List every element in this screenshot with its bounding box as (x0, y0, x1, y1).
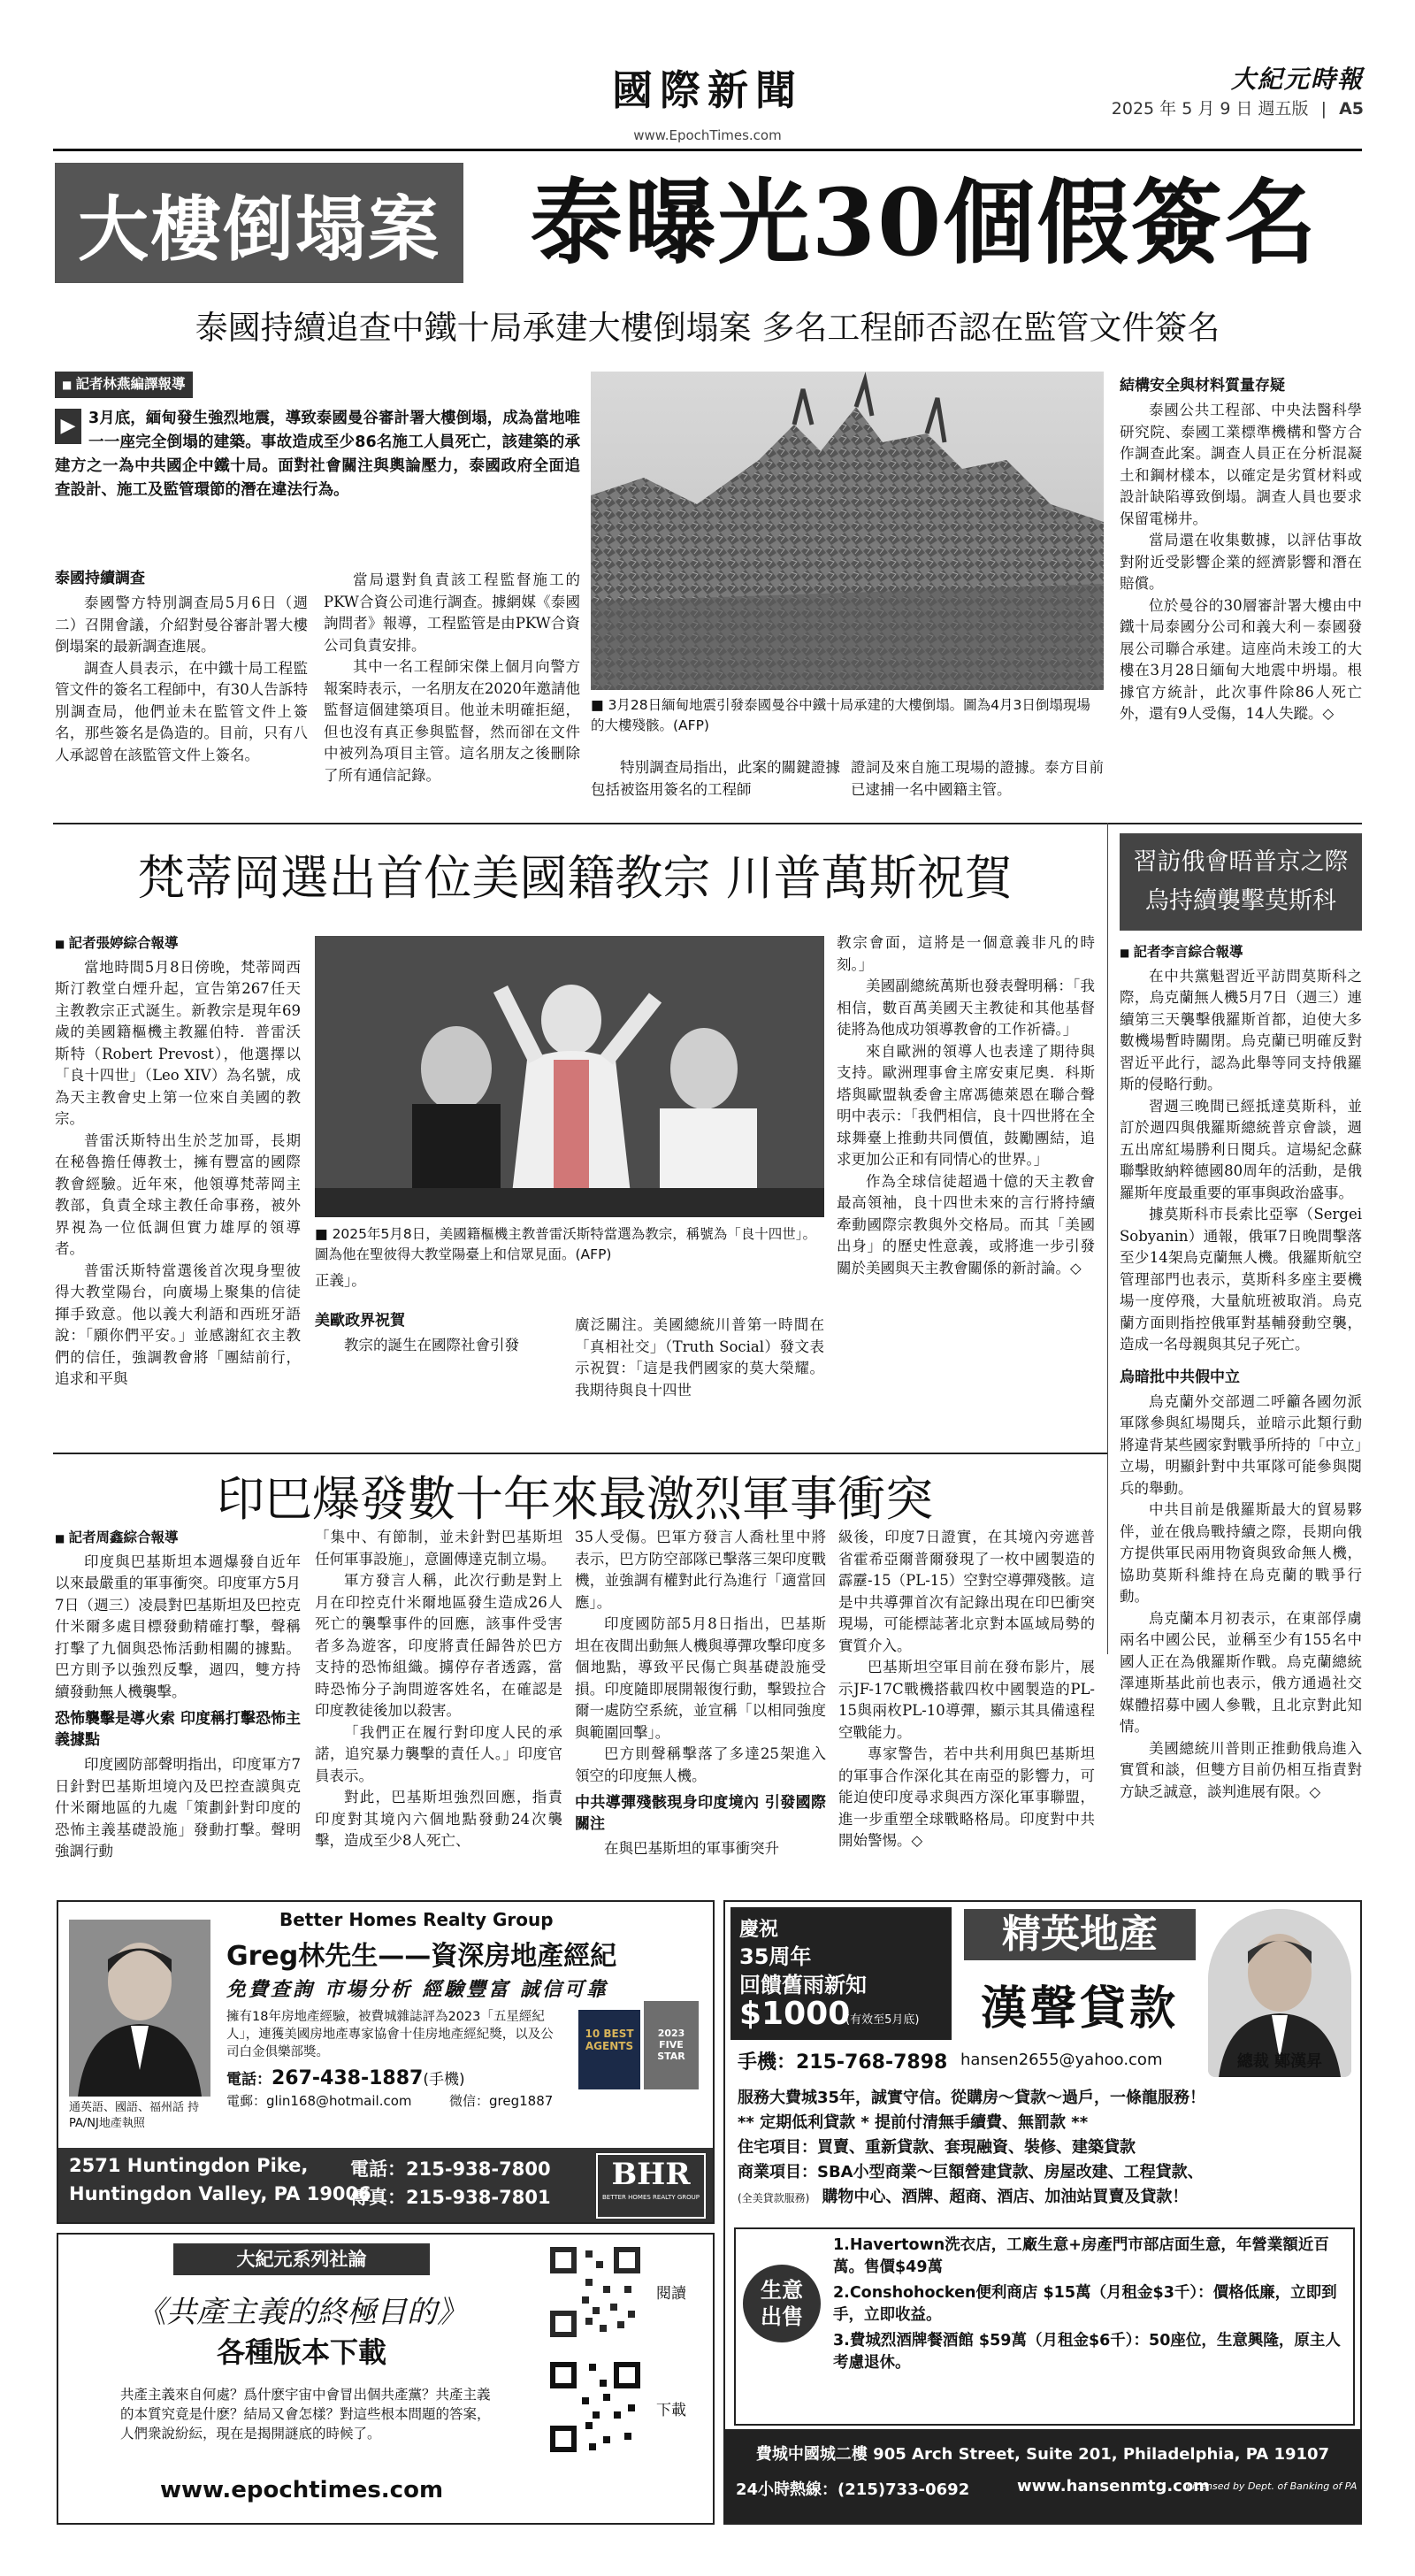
paragraph: 級後，印度7日證實，在其境內旁遮普省霍希亞爾普爾發現了一枚中國製造的霹靂-15（PL-15）空對空導彈殘骸。這是中共導彈首次有記錄出現在印巴衝突現場，可能標誌著北京對本區域局勢的實質介入。 (838, 1529, 1095, 1654)
service-line: 住宅項目：買賣、重新貸款、套現融資、裝修、建築貸款 (738, 2138, 1136, 2157)
paragraph: 「我們正在履行對印度人民的承諾，追究暴力襲擊的責任人。」印度官員表示。 (315, 1723, 562, 1784)
play-icon: ▶ (55, 409, 81, 444)
commercial-label: 商業項目： (738, 2163, 817, 2181)
promo-amount: $1000 (739, 1996, 851, 2032)
loan-services (738, 2086, 1351, 2211)
masthead: 大紀元時報 (1230, 65, 1364, 94)
header-url[interactable]: www.EpochTimes.com (633, 127, 782, 143)
header-rule (53, 149, 1362, 151)
paragraph: 專家警告，若中共利用與巴基斯坦的軍事合作深化其在南亞的影響力，可能迫使印度尋求與西方深化軍事聯盟，進一步重塑全球戰略格局。印度對中共開始警惕。◇ (838, 1745, 1095, 1849)
paragraph: 泰國警方特別調查局5月6日（週二）召開會議，介紹對曼谷審計署大樓倒塌案的最新調查進展。 (55, 594, 308, 655)
promo-line3: 回饋舊雨新知 (739, 1973, 867, 1997)
paragraph: 據莫斯科市長索比亞寧（Sergei Sobyanin）通報，俄軍7日晚間擊落至少14架烏克蘭無人機。俄羅斯航空管理部門也表示，莫斯科多座主要機場一度停飛，大量航班被取消。烏克蘭方面則指控俄軍對基輔發動空襲，造成一名母親與其兒子死亡。 (1120, 1206, 1362, 1353)
collapsed-building-photo (591, 372, 1104, 690)
paragraph: 教宗會面，這將是一個意義非凡的時刻。」 (837, 934, 1095, 973)
bhr-logo (596, 2153, 706, 2219)
story4-col3 (575, 1527, 826, 1881)
paragraph: 巴方則聲稱擊落了多達25架進入領空的印度無人機。 (575, 1745, 826, 1784)
paragraph: 正義」。 (315, 1272, 366, 1289)
greg-wechat: 微信：greg1887 (449, 2093, 554, 2109)
paragraph: 中共目前是俄羅斯最大的貿易夥伴，並在俄烏戰持續之際，長期向俄方提供軍民兩用物資與致命無人機，協助莫斯科維持在烏克蘭的戰爭行動。 (1120, 1501, 1362, 1605)
commercial-text: SBA小型商業～巨額營建貸款、房屋改建、工程貸款、 (817, 2163, 1204, 2181)
story1-subhead: 泰國持續追查中鐵十局承建大樓倒塌案 多名工程師否認在監管文件簽名 (195, 309, 1220, 347)
badge-five-star: 2023 FIVE STAR (644, 2001, 699, 2089)
phone-label: 電話： (226, 2071, 272, 2089)
sale-badge (743, 2265, 821, 2342)
paragraph: 普雷沃斯特當選後首次現身聖彼得大教堂陽台，向廣場上聚集的信徒揮手致意。他以義大利語和西班牙語說：「願你們平安。」並感謝紅衣主教們的信任，強調教會將「團結前行，追求和平與 (55, 1261, 301, 1387)
loan-phone[interactable]: 手機：215-768-7898 (738, 2051, 948, 2074)
editorial-title1: 《共產主義的終極目的》 (136, 2295, 467, 2330)
manager-photo (1208, 1909, 1351, 2077)
service-line (738, 2160, 1351, 2185)
editorial-title2: 各種版本下載 (216, 2335, 386, 2369)
paragraph: 特別調查局指出，此案的關鍵證據包括被盜用簽名的工程師 (591, 759, 840, 798)
paragraph: 在與巴基斯坦的軍事衝突升 (604, 1840, 779, 1857)
story2-caption: ■ 2025年5月8日，美國籍樞機主教普雷沃斯特當選為教宗，稱號為「良十四世」。圖為他在聖彼得大教堂陽臺上和信眾見面。(AFP) (315, 1226, 816, 1262)
paragraph: 軍方發言人稱，此次行動是對上月在印控克什米爾地區發生造成26人死亡的襲擊事件的回應，該事件受害者多為遊客，印度將責任歸咎於巴方支持的恐怖組織。擄停存者透露，當時恐怖分子詢問遊客姓名，在確認是印度教徒後加以殺害。 (315, 1572, 562, 1719)
promo-note: (有效至5月底) (845, 2013, 920, 2027)
greg-phone-row (226, 2066, 465, 2089)
greg-fax: 傳真：215-938-7801 (350, 2187, 551, 2208)
paragraph: 印度國防部5月8日指出，巴基斯坦在夜間出動無人機與導彈攻擊印度多個地點，導致平民傷亡與基礎設施受損。印度隨即展開報復行動，擊毀拉合爾一處防空系統，並宣稱「以相同強度與範圍回擊」。 (575, 1615, 826, 1741)
phone-note: (手機) (423, 2071, 465, 2089)
greg-langs: 通英語、國語、福州話 持PA/NJ地產執照 (69, 2101, 200, 2130)
agent-portrait (69, 1920, 210, 2097)
column-rule (1107, 823, 1108, 1654)
story4-byline: ■ 記者周鑫綜合報導 (55, 1527, 301, 1550)
greg-name: Greg林先生——資深房地產經紀 (226, 1941, 617, 1972)
story1-tag-text: 大樓倒塌案 (78, 188, 440, 271)
story4-col1 (55, 1527, 301, 1881)
divider (53, 823, 1362, 824)
epoch-editorial-ad[interactable] (57, 2233, 715, 2525)
story3-headline (1120, 833, 1362, 931)
story1-sub2: 結構安全與材料質量存疑 (1120, 377, 1285, 395)
paragraph: 「集中、有節制，並未針對巴基斯坦任何軍事設施」，意圖傳達克制立場。 (315, 1529, 562, 1568)
editorial-web[interactable]: www.epochtimes.com (159, 2477, 444, 2503)
paragraph: 印度與巴基斯坦本週爆發自近年以來最嚴重的軍事衝突。印度軍方5月7日（週三）凌晨對巴基斯坦及巴控克什米爾多處目標發動精確打擊，聲稱打擊了九個與恐怖活動相關的據點。巴方則予以強烈反擊，週四，雙方持續發動無人機襲擊。 (55, 1552, 301, 1700)
paragraph: 廣泛關注。美國總統川普第一時間在「真相社交」（Truth Social）發文表示祝賀：「這是我們國家的莫大榮耀。我期待與良十四世 (575, 1316, 824, 1399)
bhr-logo-sub: BETTER HOMES REALTY GROUP (601, 2194, 700, 2201)
story3-byline: ■ 記者李言綜合報導 (1120, 941, 1362, 964)
story1-sub1: 泰國持續調查 (55, 570, 145, 587)
story4-sub2: 中共導彈殘骸現身印度境內 引發國際關注 (575, 1794, 826, 1833)
story4-headline: 印巴爆發數十年來最激烈軍事衝突 (217, 1471, 933, 1527)
greg-company: Better Homes Realty Group (279, 1909, 554, 1930)
commercial-text2: 購物中心、酒牌、超商、酒店、加油站買賣及貸款！ (822, 2188, 1189, 2206)
story2-col2 (315, 1270, 568, 1463)
paragraph: 烏克蘭外交部週二呼籲各國勿派軍隊參與紅場閱兵，並暗示此類行動將違背某些國家對戰爭所持的「中立」立場，明顯針對中共軍隊可能參與閱兵的舉動。 (1120, 1392, 1362, 1497)
loan-web[interactable]: www.hansenmtg.com (1017, 2477, 1210, 2496)
story2-photo[interactable] (315, 936, 824, 1217)
story3-col (1120, 941, 1362, 1879)
story1-col1b (55, 563, 308, 812)
story1-headline: 泰曝光30個假簽名 (530, 168, 1319, 277)
sale-item: 3.費城烈酒牌餐酒館 $59萬（月租金$6千）：50座位，生意興隆，原主人考慮退休。 (833, 2332, 1341, 2372)
qr-code-icon (547, 2358, 644, 2456)
story4-col2 (315, 1527, 562, 1881)
loan-title2: 漢聲貸款 (980, 1982, 1179, 2036)
paragraph: 證詞及來自施工現場的證據。泰方目前已逮捕一名中國籍主管。 (851, 759, 1104, 798)
nationwide-note: (全美貸款服務) (738, 2192, 810, 2204)
loan-email[interactable]: hansen2655@yahoo.com (960, 2051, 1163, 2069)
paragraph: 作為全球信徒超過十億的天主教會最高領袖，良十四世未來的言行將持續牽動國際宗教與外交格局。而其「美國出身」的歷史性意義，或將進一步引發關於美國與天主教會關係的新討論。◇ (837, 1172, 1095, 1276)
paragraph: 教宗的誕生在國際社會引發 (344, 1336, 519, 1353)
service-line: ** 定期低利貸款 * 提前付清無手續費、無罰款 ** (738, 2113, 1089, 2132)
header-date (1112, 96, 1364, 119)
page-number: A5 (1339, 99, 1364, 119)
paragraph: 美國總統川普則正推動俄烏進入實質和談，但雙方目前仍相互指責對方缺乏誠意，談判進展有限。◇ (1120, 1739, 1362, 1800)
promo-banner (730, 1907, 952, 2040)
paragraph: 烏克蘭本月初表示，在東部俘虜兩名中國公民，並稱至少有155名中國人正在為俄羅斯作戰。烏克蘭總統澤連斯基此前也表示，俄方通過社交媒體招募中國人參戰，且北京對此知情。 (1120, 1609, 1362, 1735)
qr-read[interactable] (547, 2243, 644, 2341)
story1-col5 (1120, 375, 1362, 814)
separator: | (1320, 99, 1327, 119)
greg-address-bar (58, 2148, 713, 2222)
manager-name: 總裁 鄭漢昇 (1236, 2052, 1323, 2071)
story1-lede (55, 407, 580, 502)
greg-photo (69, 1920, 210, 2097)
read-label: 閱讀 (656, 2285, 686, 2303)
paragraph: 其中一名工程師宋傑上個月向警方報案時表示，一名朋友在2020年邀請他監督這個建築項目。他並未明確拒絕，但也沒有真正參與監督，然而卻在文件中被列為項目主管。這名朋友之後刪除了所有通信記錄。 (324, 658, 580, 784)
download-label: 下載 (656, 2402, 686, 2419)
paragraph: 35人受傷。巴軍方發言人喬杜里中將表示，巴方防空部隊已擊落三架印度戰機，並強調有權對此行為進行「適當回應」。 (575, 1529, 826, 1611)
loan-license: Licensed by Dept. of Banking of PA (1187, 2480, 1358, 2492)
story2-col3 (575, 1315, 824, 1463)
service-line: 服務大費城35年，誠實守信。從購房～貸款～過戶，一條龍服務！ (738, 2089, 1206, 2107)
story1-caption: ■ 3月28日緬甸地震引發泰國曼谷中鐵十局承建的大樓倒塌。圖為4月3日倒塌現場的大樓殘骸。(AFP) (591, 697, 1090, 733)
addr-line1: 2571 Huntingdon Pike, (69, 2155, 309, 2176)
sale-list (833, 2235, 1346, 2374)
paragraph: 在中共黨魁習近平訪問莫斯科之際，烏克蘭無人機5月7日（週三）連續第三天襲擊俄羅斯首都，迫使大多數機場暫時關閉。烏克蘭已明確反對習近平此行，認為此舉等同支持俄羅斯的侵略行動。 (1120, 967, 1362, 1092)
sale-box (734, 2227, 1355, 2426)
story2-sub1: 美歐政界祝賀 (315, 1311, 405, 1330)
story1-byline: ■ 記者林燕編譯報導 (55, 372, 193, 398)
story2-col4 (837, 932, 1095, 1463)
date-text: 2025 年 5 月 9 日 週五版 (1111, 99, 1309, 119)
story1-col4 (851, 757, 1104, 814)
pope-balcony-photo (315, 936, 824, 1217)
story4-col4 (838, 1527, 1095, 1881)
greg-tel[interactable]: 電話：215-938-7800 (350, 2158, 551, 2180)
story2-byline: ■ 記者張婷綜合報導 (55, 932, 301, 955)
story3-sub1: 烏暗批中共假中立 (1120, 1368, 1240, 1386)
greg-slogan: 免費查詢 市場分析 經驗豐富 誠信可靠 (226, 1978, 608, 2001)
greg-email[interactable]: 電郵：glin168@hotmail.com (226, 2093, 412, 2109)
promo-line1: 慶祝 (739, 1919, 779, 1941)
story1-photo[interactable] (591, 372, 1104, 690)
sale-item: 2.Conshohocken便利商店 $15萬（月租金$3千）：價格低廉，立即到手，立即收益。 (833, 2284, 1337, 2324)
service-line (738, 2185, 1351, 2211)
paragraph: 泰國公共工程部、中央法醫科學研究院、泰國工業標準機構和警方合作調查此案。調查人員正在分析混凝土和鋼材樣本，以確定是劣質材料或設計缺陷導致倒塌。調查人員也要求保留電梯井。 (1120, 402, 1362, 527)
greg-desc: 擁有18年房地產經驗，被費城雜誌評為2023「五星經紀人」，連獲美國房地產專家協會十佳房地產經紀獎，以及公司白金俱樂部獎。 (226, 2010, 554, 2059)
story2-headline: 梵蒂岡選出首位美國籍教宗 川普萬斯祝賀 (137, 850, 1013, 906)
paragraph: 來自歐洲的領導人也表達了期待與支持。歐洲理事會主席安東尼奧．科斯塔與歐盟執委會主席馮德萊恩在聯合聲明中表示：「我們相信，良十四世將在全球舞臺上推動共同價值，鼓勵團結，追求更加公正和有同情心的世界。」 (837, 1042, 1095, 1168)
paragraph: 當局還在收集數據，以評估事故對附近受影響企業的經濟影響和潛在賠償。 (1120, 532, 1362, 592)
paragraph: 當地時間5月8日傍晚，梵蒂岡西斯汀教堂白煙升起，宣告第267任天主教教宗正式誕生。新教宗是現年69歲的美國籍樞機主教羅伯特．普雷沃斯特（Robert Prevost），他選擇以「良十四世」（Leo XIV）為名號，成為天主教會史上第一位來自美國的教宗。 (55, 958, 301, 1127)
loan-title1: 精英地產 (964, 1909, 1196, 1960)
loan-address: 費城中國城二樓 905 Arch Street, Suite 201, Philadelphia, PA 19107 (755, 2445, 1330, 2464)
story1-col2 (324, 570, 580, 814)
loan-hotline[interactable]: 24小時熱線：(215)733-0692 (736, 2480, 970, 2499)
story3-headline-text: 習訪俄會晤普京之際 烏持續襲擊莫斯科 (1133, 848, 1349, 915)
divider (53, 1453, 1107, 1454)
hansen-loan-ad[interactable] (723, 1900, 1362, 2525)
story1-col3 (591, 757, 840, 814)
editorial-label: 大紀元系列社論 (173, 2243, 430, 2275)
paragraph: 普雷沃斯特出生於芝加哥，長期在秘魯擔任傳教士，擁有豐富的國際教會經驗。近年來，他領導梵蒂岡主教部，負責全球主教任命事務，被外界視為一位低調但實力雄厚的領導者。 (55, 1131, 301, 1257)
paragraph: 印度國防部聲明指出，印度軍方7日針對巴基斯坦境內及巴控查謨與克什米爾地區的九處「策劃針對印度的恐怖主義基礎設施」發動打擊。聲明強調行動 (55, 1756, 301, 1859)
promo-line2: 35周年 (739, 1944, 812, 1969)
bhr-logo-text: BHR (611, 2157, 691, 2192)
greg-phone[interactable]: 267-438-1887 (272, 2067, 424, 2089)
story1-col1 (55, 372, 580, 584)
story2-col1 (55, 932, 301, 1463)
addr-line2: Huntingdon Valley, PA 19006 (69, 2183, 371, 2204)
paragraph: 習週三晚間已經抵達莫斯科，並訂於週四與俄羅斯總統普京會談，週五出席紅場勝利日閱兵。這場紀念蘇聯擊敗納粹德國80周年的活動，是俄羅斯年度最重要的軍事與政治盛事。 (1120, 1097, 1362, 1201)
greg-realty-ad[interactable] (57, 1900, 715, 2224)
paragraph: 當局還對負責該工程監督施工的PKW合資公司進行調查。據網媒《泰國詢問者》報導，工程監管是由PKW合資公司負責安排。 (324, 571, 580, 654)
qr-code-icon (547, 2243, 644, 2341)
sale-item: 1.Havertown洗衣店，工廠生意+房產門市部店面生意，年營業額近百萬。售價$49萬 (833, 2236, 1329, 2276)
sale-badge-text: 生意 出售 (761, 2278, 803, 2329)
loan-footer (725, 2429, 1360, 2523)
editorial-desc: 共產主義來自何處？爲什麽宇宙中會冒出個共產黨？共產主義的本質究竟是什麽？結局又會怎樣？對這些根本問題的答案，人們衆說紛紜，現在是揭開謎底的時候了。 (120, 2387, 491, 2442)
paragraph: 對此，巴基斯坦強烈回應，指責印度對其境內六個地點發動24次襲擊，造成至少8人死亡、 (315, 1789, 562, 1849)
paragraph: 巴基斯坦空軍目前在發布影片，展示JF-17C戰機搭載四枚中國製造的PL-15與兩枚PL-10導彈，顯示其具備遠程空戰能力。 (838, 1659, 1095, 1741)
story4-sub1: 恐怖襲擊是導火索 印度稱打擊恐怖主義據點 (55, 1710, 301, 1749)
badge-10-best: 10 BEST AGENTS (578, 2010, 640, 2089)
paragraph: 美國副總統萬斯也發表聲明稱：「我相信，數百萬美國天主教徒和其他基督徒將為他成功領導教會的工作祈禱。」 (837, 978, 1095, 1038)
story1-tag (55, 163, 463, 283)
section-title: 國際新聞 (612, 66, 803, 114)
paragraph: 位於曼谷的30層審計署大樓由中鐵十局泰國分公司和義大利－泰國發展公司聯合承建。這座尚未竣工的大樓在3月28日緬甸大地震中坍塌。根據官方統計，此次事件除86人死亡外，還有9人受傷，14人失蹤。◇ (1120, 596, 1362, 722)
paragraph: 調查人員表示，在中鐵十局工程監管文件的簽名工程師中，有30人告訴特別調查局，他們並未在監管文件上簽名，那些簽名是偽造的。目前，只有八人承認曾在該監管文件上簽名。 (55, 659, 308, 763)
award-badges (578, 2001, 702, 2107)
qr-download[interactable] (547, 2358, 644, 2456)
story1-lede-text: 3月底，緬甸發生強烈地震，導致泰國曼谷審計署大樓倒塌，成為當地唯一一座完全倒塌的建築。事故造成至少86名施工人員死亡，該建築的承建方之一為中共國企中鐵十局。面對社會關注與輿論壓力，泰國政府全面追查設計、施工及監管環節的潛在違法行為。 (55, 409, 580, 499)
